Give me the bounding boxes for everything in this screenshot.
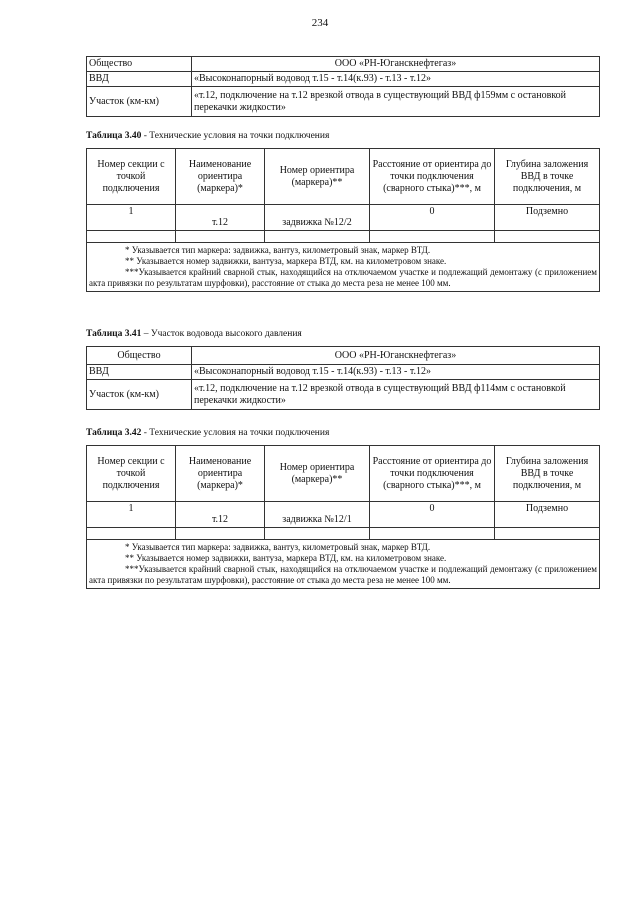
depth-value: Подземно (495, 502, 600, 528)
column-header: Номер секции с точкой подключения (87, 149, 176, 205)
column-header: Расстояние от ориентира до точки подключения (сварного стыка)***, м (370, 446, 495, 502)
caption-number: Таблица 3.40 (86, 131, 142, 141)
caption-number: Таблица 3.41 (86, 329, 142, 339)
society-value: ООО «РН-Юганскнефтегаз» (192, 57, 600, 72)
table-row (87, 528, 600, 540)
distance-value: 0 (370, 205, 495, 231)
section-number: 1 (87, 205, 176, 231)
empty-cell (370, 528, 495, 540)
table-row (87, 57, 600, 72)
empty-cell (87, 231, 176, 243)
empty-cell (176, 231, 265, 243)
society-value: ООО «РН-Юганскнефтегаз» (192, 347, 600, 365)
table-caption-3-40 (86, 131, 329, 141)
section-label: Участок (км-км) (87, 87, 192, 117)
empty-cell (370, 231, 495, 243)
vvd-label: ВВД (87, 72, 192, 87)
caption-text: - Технические условия на точки подключения (141, 428, 330, 438)
table-row (87, 502, 600, 528)
connection-conditions-table-3-42 (86, 445, 600, 589)
caption-text: – Участок водовода высокого давления (141, 329, 302, 339)
notes-row (87, 243, 600, 292)
marker-number: задвижка №12/2 (265, 205, 370, 231)
column-header: Глубина заложения ВВД в точке подключения, м (495, 149, 600, 205)
column-header: Расстояние от ориентира до точки подключения (сварного стыка)***, м (370, 149, 495, 205)
note-marker-number: ** Указывается номер задвижки, вантуза, маркера ВТД, км. на километровом знаке. (125, 553, 447, 563)
section-label: Участок (км-км) (87, 380, 192, 410)
empty-cell (495, 231, 600, 243)
connection-conditions-table-3-40 (86, 148, 600, 292)
table-row (87, 347, 600, 365)
table-caption-3-42 (86, 428, 329, 438)
table-row (87, 365, 600, 380)
column-header: Номер ориентира (маркера)** (265, 149, 370, 205)
note-marker-type: * Указывается тип маркера: задвижка, вантуз, километровый знак, маркер ВТД. (125, 245, 431, 255)
section-value: «т.12, подключение на т.12 врезкой отвода в существующий ВВД ф159мм с остановкой перекачки жидкости» (192, 87, 600, 117)
table-notes (87, 540, 600, 589)
table-row (87, 231, 600, 243)
vvd-value: «Высоконапорный водовод т.15 - т.14(к.93) - т.13 - т.12» (192, 72, 600, 87)
table-row (87, 72, 600, 87)
table-notes (87, 243, 600, 292)
notes-row (87, 540, 600, 589)
empty-cell (495, 528, 600, 540)
empty-cell (176, 528, 265, 540)
vvd-value: «Высоконапорный водовод т.15 - т.14(к.93) - т.13 - т.12» (192, 365, 600, 380)
marker-number: задвижка №12/1 (265, 502, 370, 528)
table-row (87, 380, 600, 410)
empty-cell (265, 231, 370, 243)
society-label: Общество (87, 347, 192, 365)
marker-name: т.12 (176, 205, 265, 231)
marker-name: т.12 (176, 502, 265, 528)
caption-number: Таблица 3.42 (86, 428, 142, 438)
note-weld-joint: ***Указывается крайний сварной стык, находящийся на отключаемом участке и подлежащий демонтажу (с приложением акта привязки по результатам шурфовки), расстояние от стыка до места реза не менее 100 мм. (89, 564, 597, 585)
distance-value: 0 (370, 502, 495, 528)
table-row (87, 87, 600, 117)
section-number: 1 (87, 502, 176, 528)
column-header: Наименование ориентира (маркера)* (176, 446, 265, 502)
society-label: Общество (87, 57, 192, 72)
column-header: Номер ориентира (маркера)** (265, 446, 370, 502)
note-weld-joint: ***Указывается крайний сварной стык, находящийся на отключаемом участке и подлежащий демонтажу (с приложением акта привязки по результатам шурфовки), расстояние от стыка до места реза не менее 100 мм. (89, 267, 597, 288)
empty-cell (265, 528, 370, 540)
pipeline-info-table (86, 56, 600, 117)
column-header: Глубина заложения ВВД в точке подключения, м (495, 446, 600, 502)
vvd-label: ВВД (87, 365, 192, 380)
page-number: 234 (311, 17, 329, 29)
caption-text: - Технические условия на точки подключения (141, 131, 330, 141)
depth-value: Подземно (495, 205, 600, 231)
pipeline-section-table-3-41 (86, 346, 600, 410)
column-header: Номер секции с точкой подключения (87, 446, 176, 502)
note-marker-type: * Указывается тип маркера: задвижка, вантуз, километровый знак, маркер ВТД. (125, 542, 431, 552)
empty-cell (87, 528, 176, 540)
table-caption-3-41 (86, 329, 302, 339)
section-value: «т.12, подключение на т.12 врезкой отвода в существующий ВВД ф114мм с остановкой перекачки жидкости» (192, 380, 600, 410)
column-header: Наименование ориентира (маркера)* (176, 149, 265, 205)
header-row (87, 149, 600, 205)
note-marker-number: ** Указывается номер задвижки, вантуза, маркера ВТД, км. на километровом знаке. (125, 256, 447, 266)
table-row (87, 205, 600, 231)
header-row (87, 446, 600, 502)
